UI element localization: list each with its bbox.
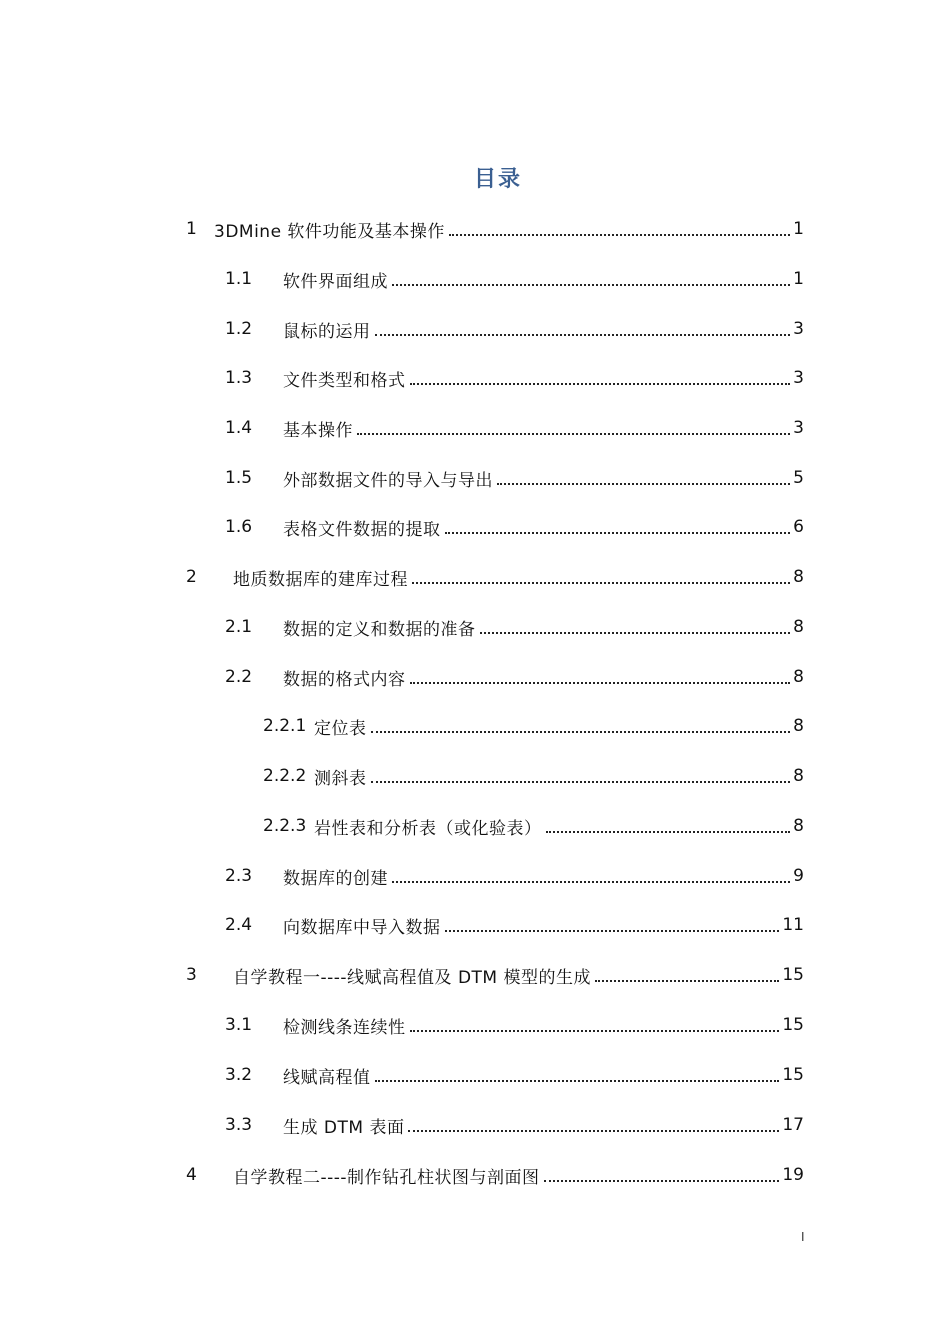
toc-entry-number: 1.5	[225, 468, 253, 488]
toc-entry-1-2[interactable]	[225, 304, 804, 354]
toc-entry-1-5[interactable]	[225, 453, 804, 503]
toc-entry-page: 8	[793, 667, 804, 687]
toc-entry-number: 1.2	[225, 319, 253, 339]
dot-leader	[357, 432, 790, 435]
toc-entry-page: 9	[793, 866, 804, 886]
dot-leader	[392, 880, 790, 883]
dot-leader	[375, 333, 791, 336]
toc-entry-number: 1	[186, 219, 197, 239]
dot-leader	[392, 283, 790, 286]
page-number: I	[801, 1230, 805, 1244]
toc-entry-number: 2.3	[225, 866, 253, 886]
toc-entry-text: 地质数据库的建库过程	[233, 569, 408, 590]
toc-entry-page: 8	[793, 716, 804, 736]
dot-leader	[412, 581, 790, 584]
toc-entry-number: 4	[186, 1165, 197, 1185]
toc-entry-2-2[interactable]	[225, 652, 804, 702]
toc-entry-2-3[interactable]	[225, 851, 804, 901]
toc-entry-number: 2	[186, 567, 197, 587]
toc-entry-text: 生成 DTM 表面	[283, 1117, 405, 1138]
toc-entry-1-1[interactable]	[225, 254, 804, 304]
dot-leader	[546, 830, 791, 833]
toc-entry-page: 8	[793, 567, 804, 587]
toc-entry-page: 3	[793, 319, 804, 339]
dot-leader	[410, 382, 791, 385]
toc-entry-page: 11	[782, 915, 804, 935]
page-title: 目录	[473, 167, 522, 192]
toc-entry-text: 定位表	[314, 718, 367, 739]
toc-entry-1-4[interactable]	[225, 403, 804, 453]
toc-entry-number: 1.6	[225, 517, 253, 537]
toc-entry-number: 3.3	[225, 1115, 253, 1135]
dot-leader	[410, 681, 791, 684]
toc-entry-2-4[interactable]	[225, 900, 804, 950]
toc-entry-text: 数据库的创建	[283, 868, 388, 889]
dot-leader	[449, 233, 790, 236]
toc-entry-number: 3.2	[225, 1065, 253, 1085]
toc-entry-1[interactable]	[186, 204, 804, 254]
toc-entry-2-2-1[interactable]	[263, 701, 804, 751]
toc-entry-number: 3	[186, 965, 197, 985]
toc-entry-page: 19	[782, 1165, 804, 1185]
toc-entry-text: 数据的定义和数据的准备	[283, 619, 476, 640]
toc-entry-page: 1	[793, 269, 804, 289]
toc-entry-text: 岩性表和分析表（或化验表）	[314, 818, 542, 839]
toc-entry-text: 文件类型和格式	[283, 370, 406, 391]
toc-entry-text: 数据的格式内容	[283, 669, 406, 690]
toc-entry-2[interactable]	[186, 552, 804, 602]
toc-entry-page: 17	[782, 1115, 804, 1135]
toc-entry-page: 3	[793, 418, 804, 438]
toc-entry-number: 2.1	[225, 617, 253, 637]
dot-leader	[595, 979, 779, 982]
toc-entry-number: 2.2.1	[263, 716, 307, 736]
toc-entry-page: 6	[793, 517, 804, 537]
dot-leader	[371, 730, 791, 733]
toc-entry-text: 基本操作	[283, 420, 353, 441]
toc-entry-1-6[interactable]	[225, 502, 804, 552]
toc-entry-number: 1.3	[225, 368, 253, 388]
toc-entry-2-1[interactable]	[225, 602, 804, 652]
dot-leader	[445, 929, 780, 932]
dot-leader	[497, 482, 790, 485]
toc-entry-number: 2.2.3	[263, 816, 307, 836]
toc-entry-text: 表格文件数据的提取	[283, 519, 441, 540]
dot-leader	[445, 531, 791, 534]
toc-entry-page: 5	[793, 468, 804, 488]
dot-leader	[371, 780, 791, 783]
toc-entry-3-2[interactable]	[225, 1050, 804, 1100]
toc-entry-text: 鼠标的运用	[283, 321, 371, 342]
toc-entry-text: 3DMine 软件功能及基本操作	[214, 221, 445, 242]
toc-entry-text: 自学教程二----制作钻孔柱状图与剖面图	[233, 1167, 540, 1188]
toc-entry-page: 15	[782, 1065, 804, 1085]
toc-entry-2-2-2[interactable]	[263, 751, 804, 801]
toc-entry-3-1[interactable]	[225, 1000, 804, 1050]
toc-entry-4[interactable]	[186, 1150, 804, 1200]
toc-entry-page: 15	[782, 965, 804, 985]
toc-entry-text: 自学教程一----线赋高程值及 DTM 模型的生成	[233, 967, 591, 988]
toc-entry-page: 1	[793, 219, 804, 239]
toc-entry-text: 向数据库中导入数据	[283, 917, 441, 938]
toc-entry-3[interactable]	[186, 950, 804, 1000]
dot-leader	[375, 1079, 780, 1082]
toc-entry-number: 2.4	[225, 915, 253, 935]
toc-entry-text: 线赋高程值	[283, 1067, 371, 1088]
toc-entry-number: 2.2	[225, 667, 253, 687]
toc-entry-page: 8	[793, 766, 804, 786]
toc-entry-3-3[interactable]	[225, 1100, 804, 1150]
toc-entry-2-2-3[interactable]	[263, 801, 804, 851]
toc-entry-text: 测斜表	[314, 768, 367, 789]
toc-entry-text: 软件界面组成	[283, 271, 388, 292]
dot-leader	[408, 1129, 779, 1132]
toc-entry-page: 8	[793, 816, 804, 836]
toc-entry-number: 3.1	[225, 1015, 253, 1035]
toc-entry-number: 1.4	[225, 418, 253, 438]
toc-entry-number: 2.2.2	[263, 766, 307, 786]
dot-leader	[544, 1179, 780, 1182]
dot-leader	[410, 1029, 780, 1032]
toc-entry-page: 8	[793, 617, 804, 637]
toc-entry-text: 外部数据文件的导入与导出	[283, 470, 493, 491]
toc-entry-number: 1.1	[225, 269, 253, 289]
dot-leader	[480, 631, 791, 634]
toc-entry-1-3[interactable]	[225, 353, 804, 403]
toc-entry-text: 检测线条连续性	[283, 1017, 406, 1038]
toc-entry-page: 3	[793, 368, 804, 388]
toc-entry-page: 15	[782, 1015, 804, 1035]
